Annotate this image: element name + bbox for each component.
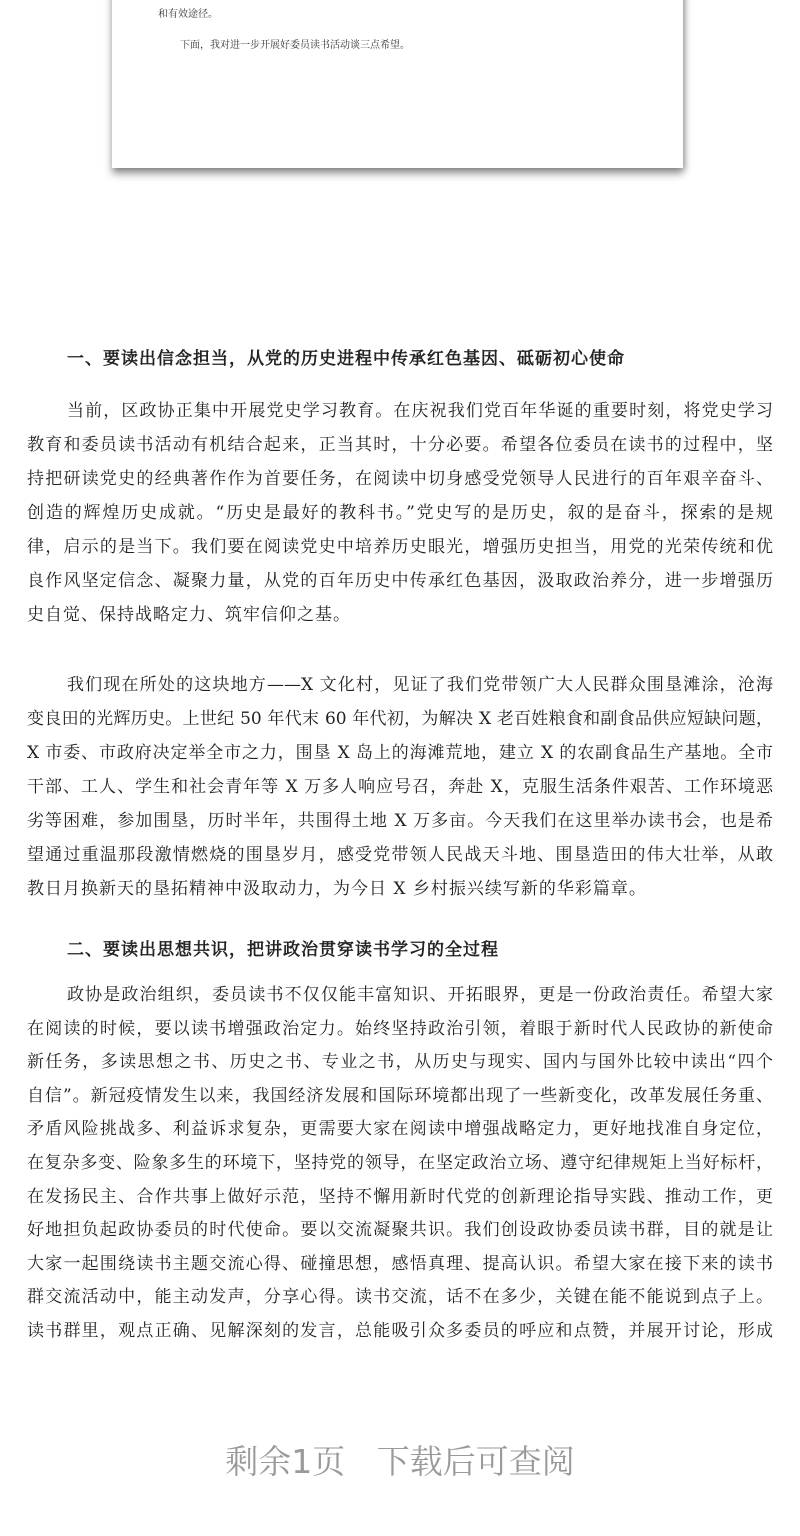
section-heading: 二、要读出思想共识，把讲政治贯穿读书学习的全过程	[67, 940, 499, 960]
paragraph-line: 群交流活动中，能主动发声，分享心得。读书交流，话不在多少，关键在能不能说到点子上。	[27, 1287, 773, 1308]
paragraph-line: 良作风坚定信念、凝聚力量，从党的百年历史中传承红色基因，汲取政治养分，进一步增强历	[27, 571, 773, 591]
document-preview-card	[112, 0, 683, 168]
paragraph-line: 律，启示的是当下。我们要在阅读党史中培养历史眼光，增强历史担当，用党的光荣传统和优	[27, 537, 773, 557]
preview-line: 下面，我对进一步开展好委员读书活动谈三点希望。	[180, 40, 410, 51]
paragraph-line: 望通过重温那段激情燃烧的围垦岁月，感受党带领人民战天斗地、围垦造田的伟大壮举，从敢	[27, 845, 773, 865]
paragraph-line: 史自觉、保持战略定力、筑牢信仰之基。	[27, 605, 351, 625]
paragraph-line: 政协是政治组织，委员读书不仅仅能丰富知识、开拓眼界，更是一份政治责任。希望大家	[67, 985, 773, 1005]
paragraph-line: 在复杂多变、险象多生的环境下，坚持党的领导，在坚定政治立场、遵守纪律规矩上当好标杆，	[27, 1153, 773, 1173]
paragraph-line: 劣等困难，参加围垦，历时半年，共围得土地 X 万多亩。今天我们在这里举办读书会，也是希	[27, 811, 773, 831]
paragraph-line: 矛盾风险挑战多、利益诉求复杂，更需要大家在阅读中增强战略定力，更好地找准自身定位，	[27, 1119, 773, 1140]
paragraph-line: 教日月换新天的垦拓精神中汲取动力，为今日 X 乡村振兴续写新的华彩篇章。	[27, 879, 647, 899]
paragraph-line: 变良田的光辉历史。上世纪 50 年代末 60 年代初，为解决 X 老百姓粮食和副食品供应短缺问题，	[27, 709, 773, 729]
paragraph-line: 自信”。新冠疫情发生以来，我国经济发展和国际环境都出现了一些新变化，改革发展任务重、	[27, 1085, 773, 1106]
paragraph-line: 创造的辉煌历史成就。“历史是最好的教科书。”党史写的是历史，叙的是奋斗，探索的是规	[27, 503, 773, 523]
paragraph-line: 读书群里，观点正确、见解深刻的发言，总能吸引众多委员的呼应和点赞，并展开讨论，形成	[27, 1321, 773, 1341]
paragraph-line: 干部、工人、学生和社会青年等 X 万多人响应号召，奔赴 X，克服生活条件艰苦、工作环境恶	[27, 777, 773, 797]
paragraph-line: 我们现在所处的这块地方——X 文化村，见证了我们党带领广大人民群众围垦滩涂，沧海	[67, 675, 773, 695]
section-heading: 一、要读出信念担当，从党的历史进程中传承红色基因、砥砺初心使命	[67, 349, 625, 369]
paragraph-line: 新任务，多读思想之书、历史之书、专业之书，从历史与现实、国内与国外比较中读出“四个	[27, 1052, 773, 1073]
remaining-pages-notice[interactable]: 剩余1页 下载后可查阅	[225, 1442, 575, 1481]
paragraph-line: 教育和委员读书活动有机结合起来，正当其时，十分必要。希望各位委员在读书的过程中，坚	[27, 435, 773, 455]
paragraph-line: 当前，区政协正集中开展党史学习教育。在庆祝我们党百年华诞的重要时刻，将党史学习	[67, 401, 773, 421]
paragraph-line: 大家一起围绕读书主题交流心得、碰撞思想，感悟真理、提高认识。希望大家在接下来的读书	[27, 1253, 773, 1274]
paragraph-line: 好地担负起政协委员的时代使命。要以交流凝聚共识。我们创设政协委员读书群，目的就是让	[27, 1220, 773, 1241]
paragraph-line: 持把研读党史的经典著作作为首要任务，在阅读中切身感受党领导人民进行的百年艰辛奋斗、	[27, 469, 773, 489]
paragraph-line: 在发扬民主、合作共事上做好示范，坚持不懈用新时代党的创新理论指导实践、推动工作，更	[27, 1186, 773, 1207]
paragraph-line: X 市委、市政府决定举全市之力，围垦 X 岛上的海滩荒地，建立 X 的农副食品生产基地。全市	[27, 743, 773, 763]
paragraph-line: 在阅读的时候，要以读书增强政治定力。始终坚持政治引领，着眼于新时代人民政协的新使命	[27, 1018, 773, 1039]
preview-line: 和有效途径。	[158, 9, 218, 20]
